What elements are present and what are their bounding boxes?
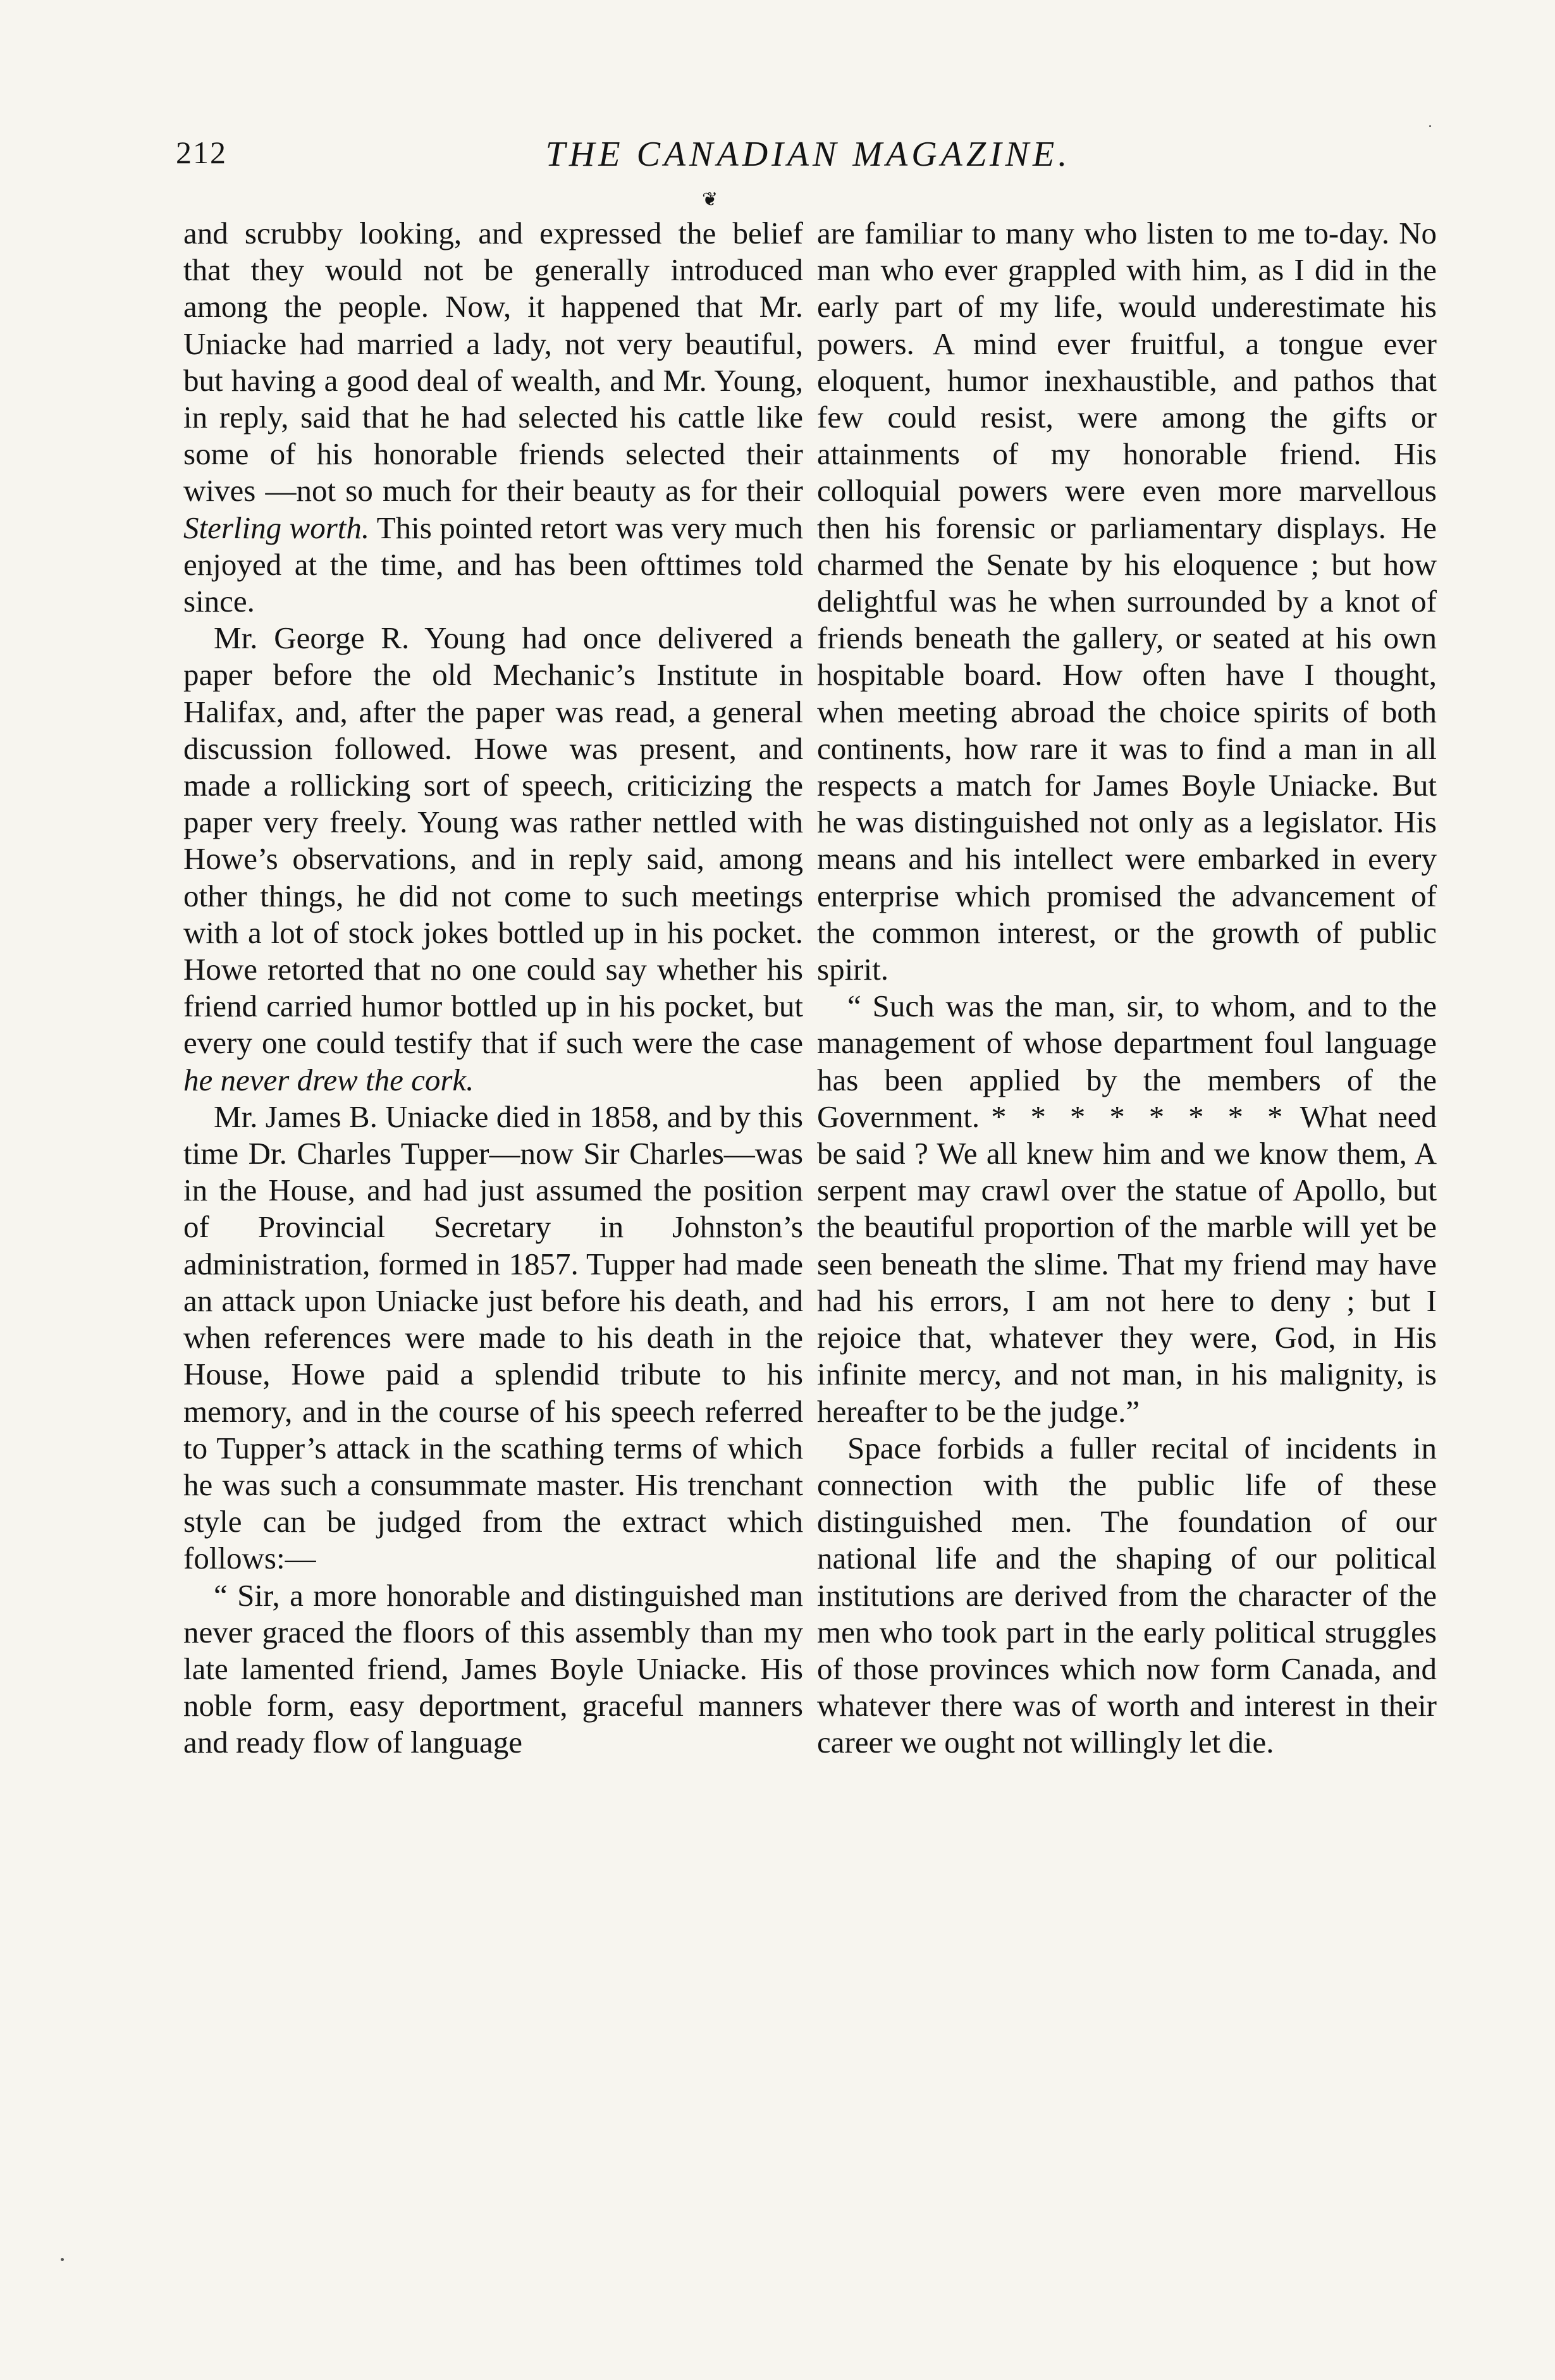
paragraph-text: and scrubby looking, and expressed the belief that they would not be generally introduced among the people. Now, it happened that Mr. Uniacke had married a lady, not very beautiful, but having a good deal of wealth, and Mr. Young, in reply, said that he had selected his cattle like some of his honorable friends selected their wives —not so much for their beauty as for their — [183, 216, 803, 509]
italic-phrase: Sterling worth. — [183, 510, 370, 545]
paragraph-text: What need be said ? We all knew him and we know them, A serpent may crawl over the statue of Apollo, but the beautiful proportion of the marble will yet be seen beneath the slime. That my friend may have had his errors, I am not here to deny ; but I rejoice that, whatever they were, God, in His infinite mercy, and not man, in his malignity, is hereafter to be the judge.” — [817, 1099, 1437, 1429]
page-header — [176, 134, 1441, 185]
paragraph-text: This pointed retort was very much enjoyed at the time, and has been ofttimes told since. — [183, 510, 803, 619]
paragraph — [183, 215, 803, 620]
ornament-icon: ❦ — [702, 189, 718, 210]
page-number: 212 — [176, 135, 227, 170]
paragraph — [183, 620, 803, 1099]
paper-speck — [1429, 125, 1431, 127]
paragraph-text: “ Such was the man, sir, to whom, and to the management of whose department foul language has been applied by the members of the Government. — [817, 989, 1437, 1134]
quote-paragraph — [817, 988, 1437, 1429]
paragraph: Space forbids a fuller recital of incidents in connection with the public life of these distinguished men. The foundation of our national life and the shaping of our political institutions are derived from the character of the men who took part in the early political struggles of those provinces which now form Canada, and whatever there was of worth and interest in their career we ought not willingly let die. — [817, 1430, 1437, 1760]
asterisk-ellipsis: * * * * * * * * — [991, 1099, 1289, 1134]
right-column — [817, 215, 1437, 1761]
paragraph-text: Mr. George R. Young had once delivered a paper before the old Mechanic’s Institute in Halifax, and, after the paper was read, a general discussion followed. Howe was present, and made a rollicking sort of speech, criticizing the paper very freely. Young was rather nettled with Howe’s observations, and in reply said, among other things, he did not come to such meetings with a lot of stock jokes bottled up in his pocket. Howe retorted that no one could say whether his friend carried humor bottled up in his pocket, but every one could testify that if such were the case — [183, 620, 803, 1061]
paper-speck — [61, 2258, 64, 2261]
quote-paragraph: are familiar to many who listen to me to-day. No man who ever grappled with him, as I did in the early part of my life, would underestimate his powers. A mind ever fruitful, a tongue ever eloquent, humor inexhaustible, and pathos that few could resist, were among the gifts or attainments of my honorable friend. His colloquial powers were even more marvellous then his forensic or parliamentary displays. He charmed the Senate by his eloquence ; but how delightful was he when surrounded by a knot of friends beneath the gallery, or seated at his own hospitable board. How often have I thought, when meeting abroad the choice spirits of both continents, how rare it was to find a man in all respects a match for James Boyle Uniacke. But he was distinguished not only as a legislator. His means and his intellect were embarked in every enterprise which promised the advancement of the common interest, or the growth of public spirit. — [817, 216, 1437, 987]
running-title: THE CANADIAN MAGAZINE. — [545, 135, 1071, 174]
italic-phrase: he never drew the cork. — [183, 1062, 474, 1097]
paragraph: Mr. James B. Uniacke died in 1858, and by this time Dr. Charles Tupper—now Sir Charles—was in the House, and had just assumed the position of Provincial Secretary in Johnston’s administration, formed in 1857. Tupper had made an attack upon Uniacke just before his death, and when references were made to his death in the House, Howe paid a splendid tribute to his memory, and in the course of his speech referred to Tupper’s attack in the scathing terms of which he was such a consummate master. His trenchant style can be judged from the extract which follows:— — [183, 1099, 803, 1576]
left-column — [183, 215, 803, 1761]
quote-paragraph: “ Sir, a more honorable and distinguished man never graced the floors of this assembly than my late lamented friend, James Boyle Uniacke. His noble form, easy deportment, graceful manners and ready flow of language — [183, 1577, 803, 1760]
